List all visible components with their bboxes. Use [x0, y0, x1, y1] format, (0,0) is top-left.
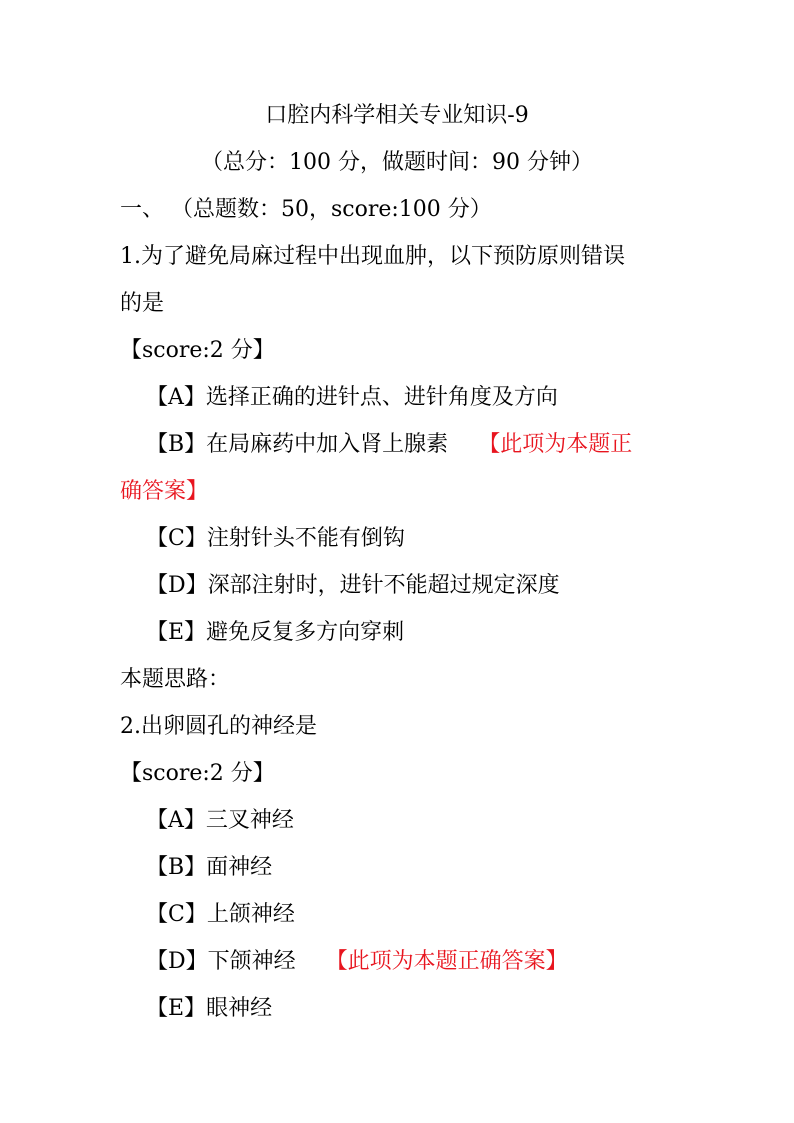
option-d	[120, 562, 674, 609]
option-label: 【B】	[146, 855, 207, 880]
option-text: 深部注射时，进针不能超过规定深度	[207, 573, 560, 598]
option-text: 避免反复多方向穿刺	[206, 620, 405, 645]
option-label: 【B】	[146, 432, 207, 457]
option-a	[120, 374, 674, 421]
doc-subtitle: （总分：100 分，做题时间：90 分钟）	[201, 150, 593, 175]
doc-title: 口腔内科学相关专业知识-9	[265, 103, 529, 128]
option-e	[120, 985, 674, 1032]
option-e	[120, 609, 674, 656]
option-label: 【C】	[146, 526, 207, 551]
option-label: 【C】	[146, 902, 207, 927]
option-label: 【D】	[146, 573, 208, 598]
correct-answer-marker: 【此项为本题正	[478, 432, 633, 457]
correct-answer-marker: 【此项为本题正确答案】	[325, 949, 568, 974]
option-a	[120, 797, 674, 844]
option-text: 上颌神经	[206, 902, 295, 927]
option-text: 注射针头不能有倒钩	[206, 526, 405, 551]
option-text: 在局麻药中加入肾上腺素	[206, 432, 449, 457]
option-d	[120, 938, 674, 985]
option-b	[120, 844, 674, 891]
option-text: 选择正确的进针点、进针角度及方向	[205, 385, 558, 410]
option-label: 【E】	[146, 996, 207, 1021]
explanation-label: 本题思路：	[120, 667, 231, 692]
section-heading: 一、 （总题数：50，score:100 分）	[120, 197, 492, 222]
option-c	[120, 515, 674, 562]
correct-answer-marker-continued: 确答案】	[120, 479, 209, 504]
option-label: 【A】	[146, 385, 206, 410]
question-stem-continued: 的是	[120, 291, 165, 316]
option-text: 下颌神经	[207, 949, 296, 974]
option-text: 三叉神经	[205, 808, 294, 833]
question-score: 【score:2 分】	[120, 761, 275, 786]
option-b	[120, 421, 674, 468]
question-stem: 1.为了避免局麻过程中出现血肿，以下预防原则错误	[120, 244, 625, 269]
question-score: 【score:2 分】	[120, 338, 275, 363]
option-label: 【A】	[146, 808, 206, 833]
question-1	[120, 233, 674, 703]
option-label: 【D】	[146, 949, 208, 974]
question-2	[120, 703, 674, 1032]
question-stem: 2.出卵圆孔的神经是	[120, 714, 317, 739]
option-text: 眼神经	[206, 996, 273, 1021]
option-text: 面神经	[206, 855, 273, 880]
option-label: 【E】	[146, 620, 207, 645]
option-c	[120, 891, 674, 938]
